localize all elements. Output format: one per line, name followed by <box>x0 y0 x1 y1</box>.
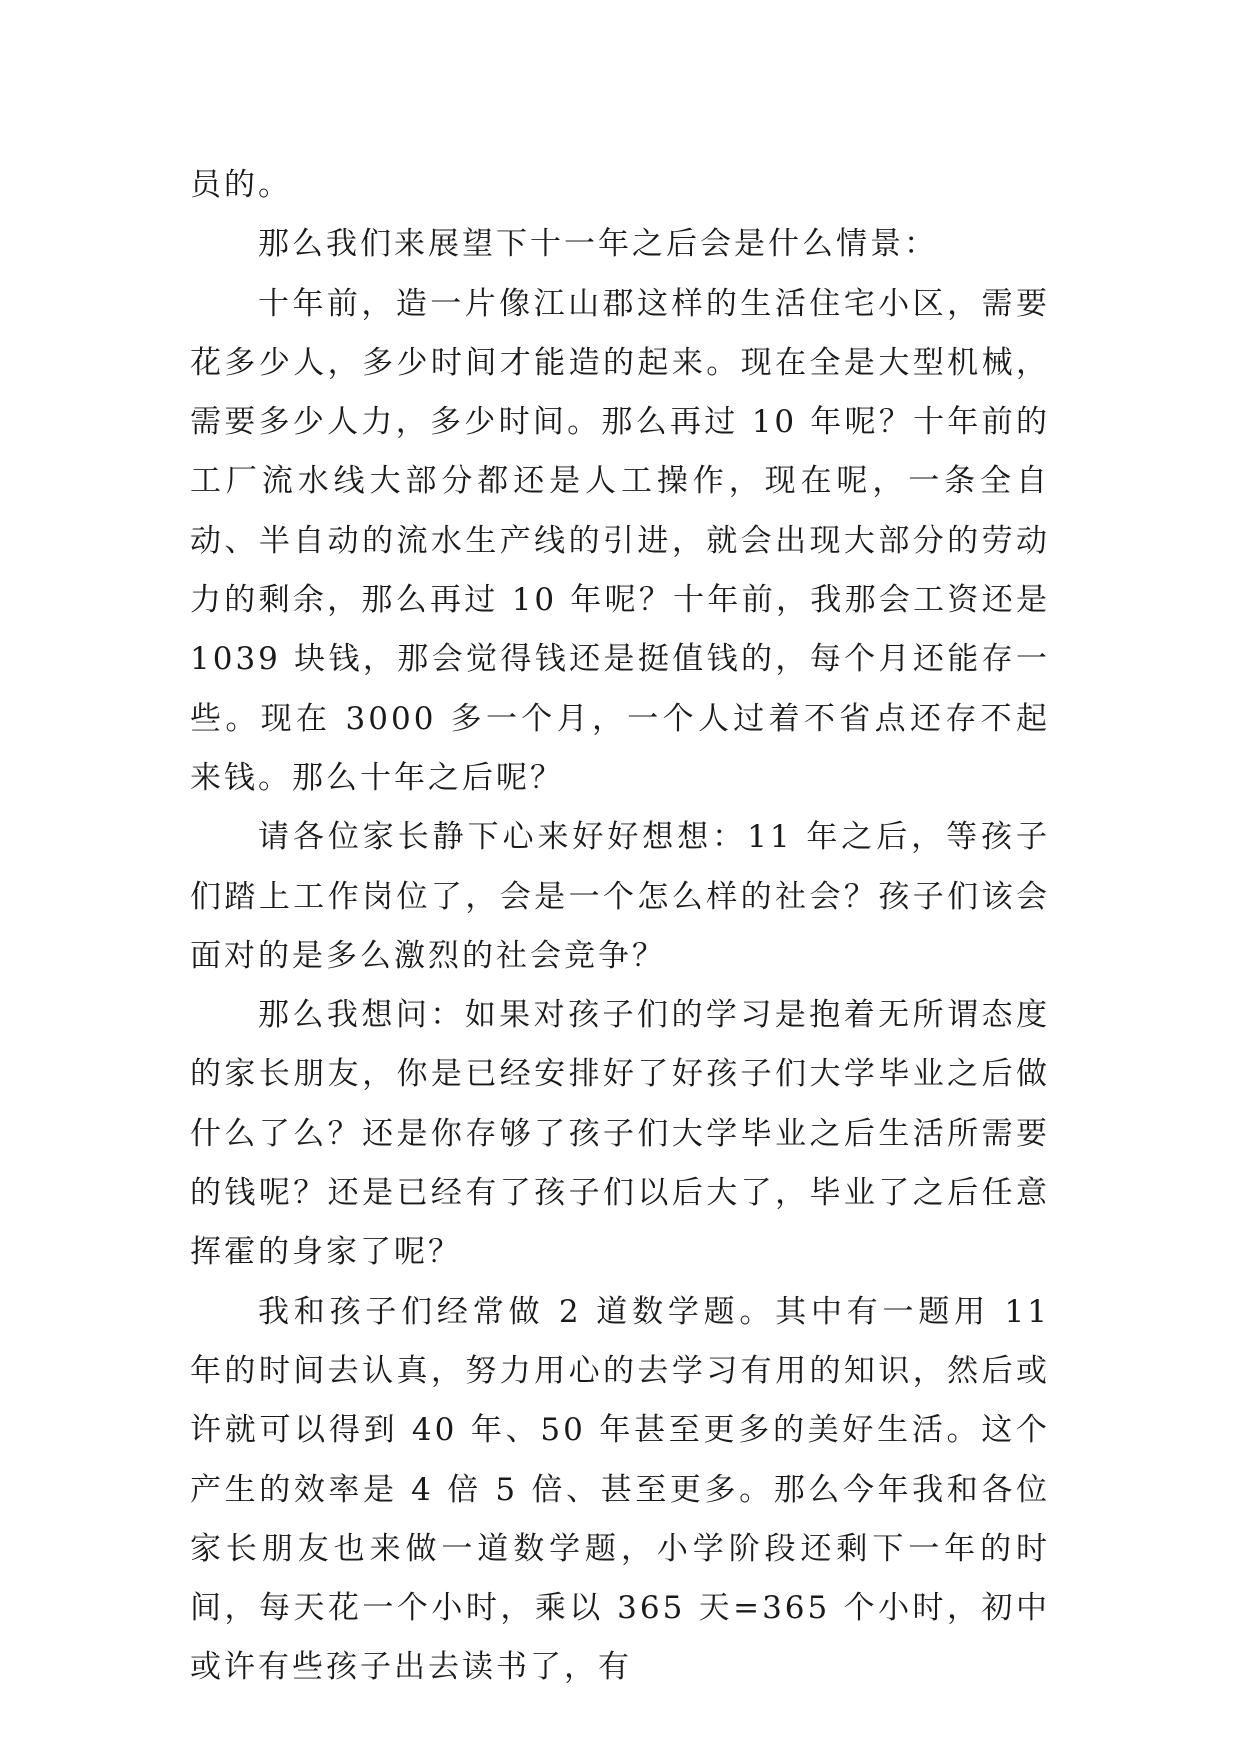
paragraph-1: 员的。 <box>190 167 292 203</box>
paragraph-6: 我和孩子们经常做 2 道数学题。其中有一题用 11 年的时间去认真，努力用心的去学习有用的知识，然后或许就可以得到 40 年、50 年甚至更多的美好生活。这个产生的效率是 4 倍 5 倍、甚至更多。那么今年我和各位家长朋友也来做一道数学题，小学阶段还剩下一年的时间，每天花一个小时，乘以 365 天=365 个小时，初中或许有些孩子出去读书了，有 <box>190 1293 1050 1686</box>
document-body <box>190 156 1050 1698</box>
paragraph-2: 那么我们来展望下十一年之后会是什么情景： <box>258 226 938 263</box>
paragraph-4: 请各位家长静下心来好好想想：11 年之后，等孩子们踏上工作岗位了，会是一个怎么样的社会？孩子们该会面对的是多么激烈的社会竞争？ <box>190 819 1050 974</box>
paragraph-3: 十年前，造一片像江山郡这样的生活住宅小区，需要花多少人，多少时间才能造的起来。现在全是大型机械，需要多少人力，多少时间。那么再过 10 年呢？十年前的工厂流水线大部分都还是人工操作，现在呢，一条全自动、半自动的流水生产线的引进，就会出现大部分的劳动力的剩余，那么再过 10 年呢？十年前，我那会工资还是 1039 块钱，那会觉得钱还是挺值钱的，每个月还能存一些。现在 3000 多一个月，一个人过着不省点还存不起来钱。那么十年之后呢？ <box>190 285 1050 796</box>
paragraph-5: 那么我想问：如果对孩子们的学习是抱着无所谓态度的家长朋友，你是已经安排好了好孩子们大学毕业之后做什么了么？还是你存够了孩子们大学毕业之后生活所需要的钱呢？还是已经有了孩子们以后大了，毕业了之后任意挥霍的身家了呢？ <box>190 997 1050 1271</box>
